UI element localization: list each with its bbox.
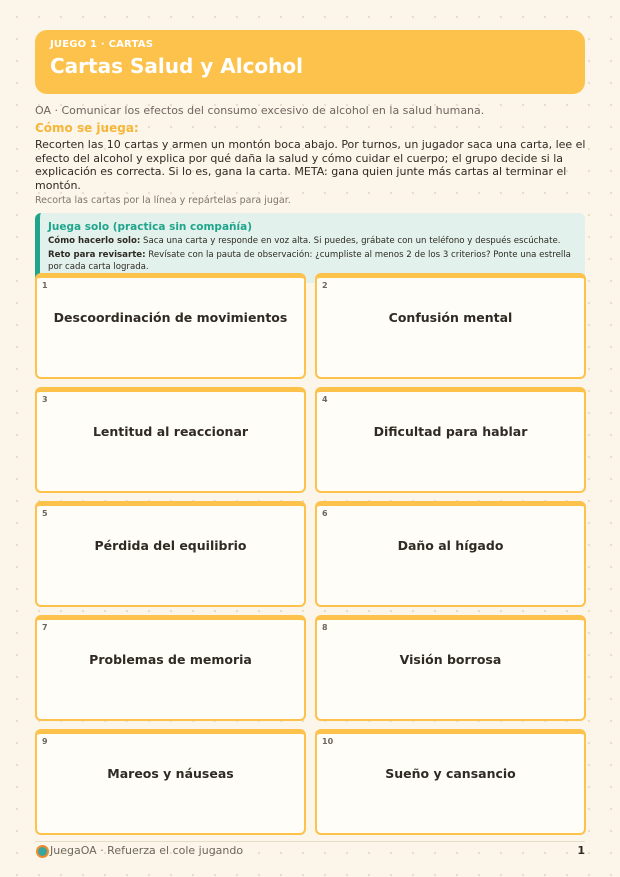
cut-note: Recorta las cartas por la línea y repártelas para jugar. (35, 195, 291, 206)
card-number: 8 (322, 623, 328, 632)
card-number: 3 (42, 395, 48, 404)
how-to-play-title: Cómo se juega: (35, 121, 139, 135)
card-number: 4 (322, 395, 328, 404)
header-banner (35, 30, 585, 94)
footer (35, 841, 585, 862)
card-number: 1 (42, 281, 48, 290)
card-label: Sueño y cansancio (385, 766, 516, 781)
game-card (315, 615, 586, 721)
card-label: Descoordinación de movimientos (53, 310, 288, 325)
card-number: 6 (322, 509, 328, 518)
game-card (315, 729, 586, 835)
card-number: 2 (322, 281, 328, 290)
page-title: Cartas Salud y Alcohol (50, 54, 303, 78)
game-card (35, 615, 306, 721)
game-card (35, 273, 306, 379)
card-label: Dificultad para hablar (373, 424, 528, 439)
solo-review-line (48, 249, 575, 273)
learning-objective: OA · Comunicar los efectos del consumo excesivo de alcohol en la salud humana. (35, 104, 485, 117)
card-number: 9 (42, 737, 48, 746)
game-card (35, 729, 306, 835)
solo-how-line (48, 235, 575, 247)
game-card (35, 501, 306, 607)
card-label: Mareos y náuseas (107, 766, 234, 781)
game-card (315, 501, 586, 607)
game-card (315, 387, 586, 493)
card-label: Confusión mental (388, 310, 513, 325)
card-number: 7 (42, 623, 48, 632)
game-kicker: JUEGO 1 · CARTAS (50, 39, 154, 50)
circle-logo-icon (36, 845, 49, 858)
cards-grid (35, 273, 586, 835)
card-label: Problemas de memoria (89, 652, 252, 667)
game-card (35, 387, 306, 493)
card-number: 10 (322, 737, 334, 746)
solo-review-text: Revísate con la pauta de observación: ¿cumpliste al menos 2 de los 3 criterios? Ponte una estrella por cada carta lograda. (48, 250, 571, 272)
solo-how-text: Saca una carta y responde en voz alta. Si puedes, grábate con un teléfono y después escúchate. (140, 236, 561, 246)
card-label: Daño al hígado (397, 538, 504, 553)
how-to-play-text: Recorten las 10 cartas y armen un montón boca abajo. Por turnos, un jugador saca una carta, lee el efecto del alcohol y explica por qué daña la salud y cómo cuidar el cuerpo; el grupo decide si la explicación es correcta. Si lo es, gana la carta. META: gana quien junte más cartas al terminar el montón. (35, 138, 586, 192)
page-number: 1 (577, 844, 585, 857)
card-label: Visión borrosa (399, 652, 502, 667)
solo-title: Juega solo (practica sin compañía) (48, 221, 252, 233)
card-label: Lentitud al reaccionar (92, 424, 249, 439)
page (35, 30, 585, 283)
card-label: Pérdida del equilibrio (94, 538, 247, 553)
solo-review-label: Reto para revisarte: (48, 250, 146, 260)
footer-brand: JuegaOA · Refuerza el cole jugando (50, 844, 244, 857)
game-card (315, 273, 586, 379)
solo-how-label: Cómo hacerlo solo: (48, 236, 141, 246)
card-number: 5 (42, 509, 48, 518)
